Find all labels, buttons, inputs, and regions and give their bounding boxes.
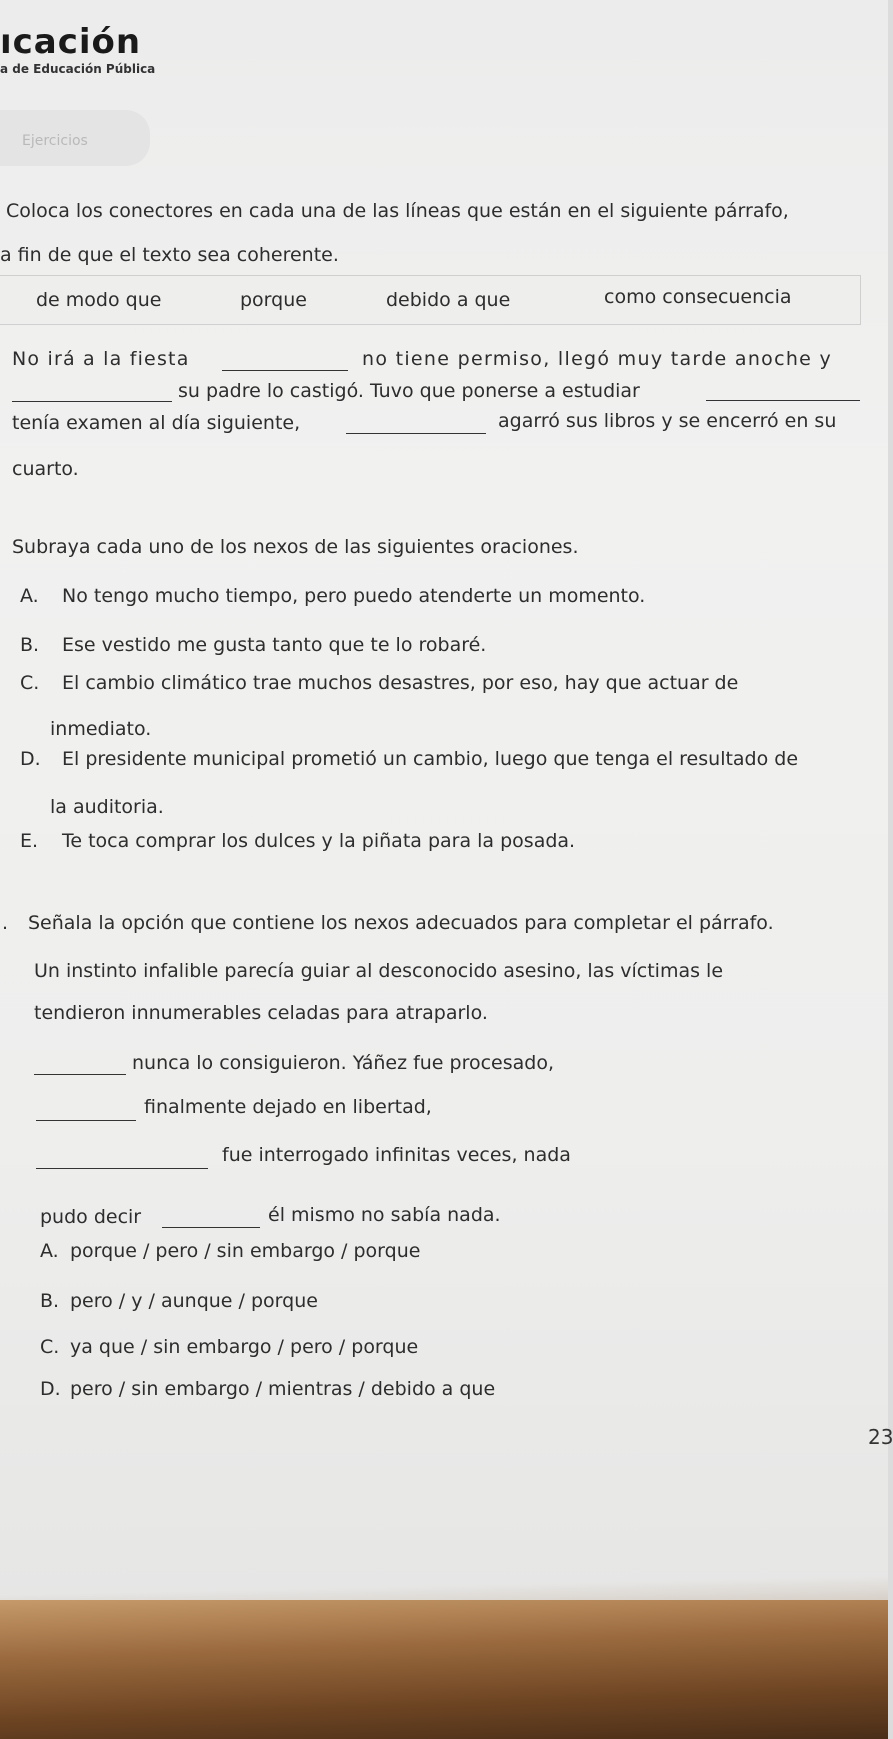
blank-2 bbox=[12, 401, 172, 402]
header-title: ıcación bbox=[0, 22, 142, 62]
item-a-letter: A. bbox=[20, 585, 39, 607]
item-b-letter: B. bbox=[20, 634, 40, 656]
blank-4 bbox=[346, 433, 486, 434]
item-d-text: El presidente municipal prometió un cambio, luego que tenga el resultado de bbox=[62, 748, 799, 770]
paragraph-3-line-3: nunca lo consiguieron. Yáñez fue procesado, bbox=[132, 1052, 555, 1074]
option-d-text: pero / sin embargo / mientras / debido a que bbox=[70, 1378, 496, 1400]
paragraph-3-line-6b: él mismo no sabía nada. bbox=[268, 1204, 501, 1226]
option-c-letter: C. bbox=[40, 1336, 60, 1358]
section-tab-label: Ejercicios bbox=[22, 133, 88, 149]
connector-1: de modo que bbox=[36, 289, 162, 311]
blank-7 bbox=[36, 1168, 208, 1169]
blank-5 bbox=[34, 1074, 126, 1075]
page-number: 23 bbox=[868, 1425, 893, 1449]
blank-3 bbox=[706, 400, 860, 401]
paragraph-3-line-1: Un instinto infalible parecía guiar al desconocido asesino, las víctimas le bbox=[34, 960, 724, 982]
header-subtitle: a de Educación Pública bbox=[0, 62, 156, 76]
option-c-text: ya que / sin embargo / pero / porque bbox=[70, 1336, 419, 1358]
option-a-text: porque / pero / sin embargo / porque bbox=[70, 1240, 421, 1262]
paragraph-1-line-3a: tenía examen al día siguiente, bbox=[12, 412, 301, 434]
item-e-text: Te toca comprar los dulces y la piñata para la posada. bbox=[62, 830, 576, 852]
instruction-1-line-1: Coloca los conectores en cada una de las líneas que están en el siguiente párrafo, bbox=[6, 200, 789, 222]
paragraph-1-line-1a: No irá a la fiesta bbox=[12, 348, 190, 370]
instruction-1-line-2: a fin de que el texto sea coherente. bbox=[0, 244, 339, 266]
item-d-continuation: la auditoria. bbox=[50, 796, 164, 818]
connector-3: debido a que bbox=[386, 289, 511, 311]
item-e-letter: E. bbox=[20, 830, 39, 852]
connector-2: porque bbox=[240, 289, 307, 311]
paragraph-1-line-1b: no tiene permiso, llegó muy tarde anoche y bbox=[362, 348, 833, 370]
bullet-3: . bbox=[2, 912, 9, 934]
paragraph-3-line-2: tendieron innumerables celadas para atraparlo. bbox=[34, 1002, 488, 1024]
item-a-text: No tengo mucho tiempo, pero puedo atenderte un momento. bbox=[62, 585, 646, 607]
option-a-letter: A. bbox=[40, 1240, 59, 1262]
blank-6 bbox=[36, 1120, 136, 1121]
paragraph-3-line-4: finalmente dejado en libertad, bbox=[144, 1096, 432, 1118]
option-d-letter: D. bbox=[40, 1378, 61, 1400]
item-b-text: Ese vestido me gusta tanto que te lo robaré. bbox=[62, 634, 487, 656]
instruction-2: Subraya cada uno de los nexos de las siguientes oraciones. bbox=[12, 536, 579, 558]
wooden-surface bbox=[0, 1600, 888, 1739]
instruction-3: Señala la opción que contiene los nexos adecuados para completar el párrafo. bbox=[28, 912, 774, 934]
item-d-letter: D. bbox=[20, 748, 41, 770]
option-b-text: pero / y / aunque / porque bbox=[70, 1290, 318, 1312]
item-c-continuation: inmediato. bbox=[50, 718, 152, 740]
paragraph-3-line-6a: pudo decir bbox=[40, 1206, 142, 1228]
connector-4: como consecuencia bbox=[604, 286, 792, 308]
paragraph-1-line-3b: agarró sus libros y se encerró en su bbox=[498, 410, 837, 432]
paragraph-3-line-5: fue interrogado infinitas veces, nada bbox=[222, 1144, 571, 1166]
blank-1 bbox=[222, 370, 348, 371]
paragraph-1-line-4: cuarto. bbox=[12, 458, 79, 480]
item-c-text: El cambio climático trae muchos desastres, por eso, hay que actuar de bbox=[62, 672, 739, 694]
blank-8 bbox=[162, 1227, 260, 1228]
paragraph-1-line-2a: su padre lo castigó. Tuvo que ponerse a estudiar bbox=[178, 380, 640, 402]
option-b-letter: B. bbox=[40, 1290, 60, 1312]
item-c-letter: C. bbox=[20, 672, 40, 694]
